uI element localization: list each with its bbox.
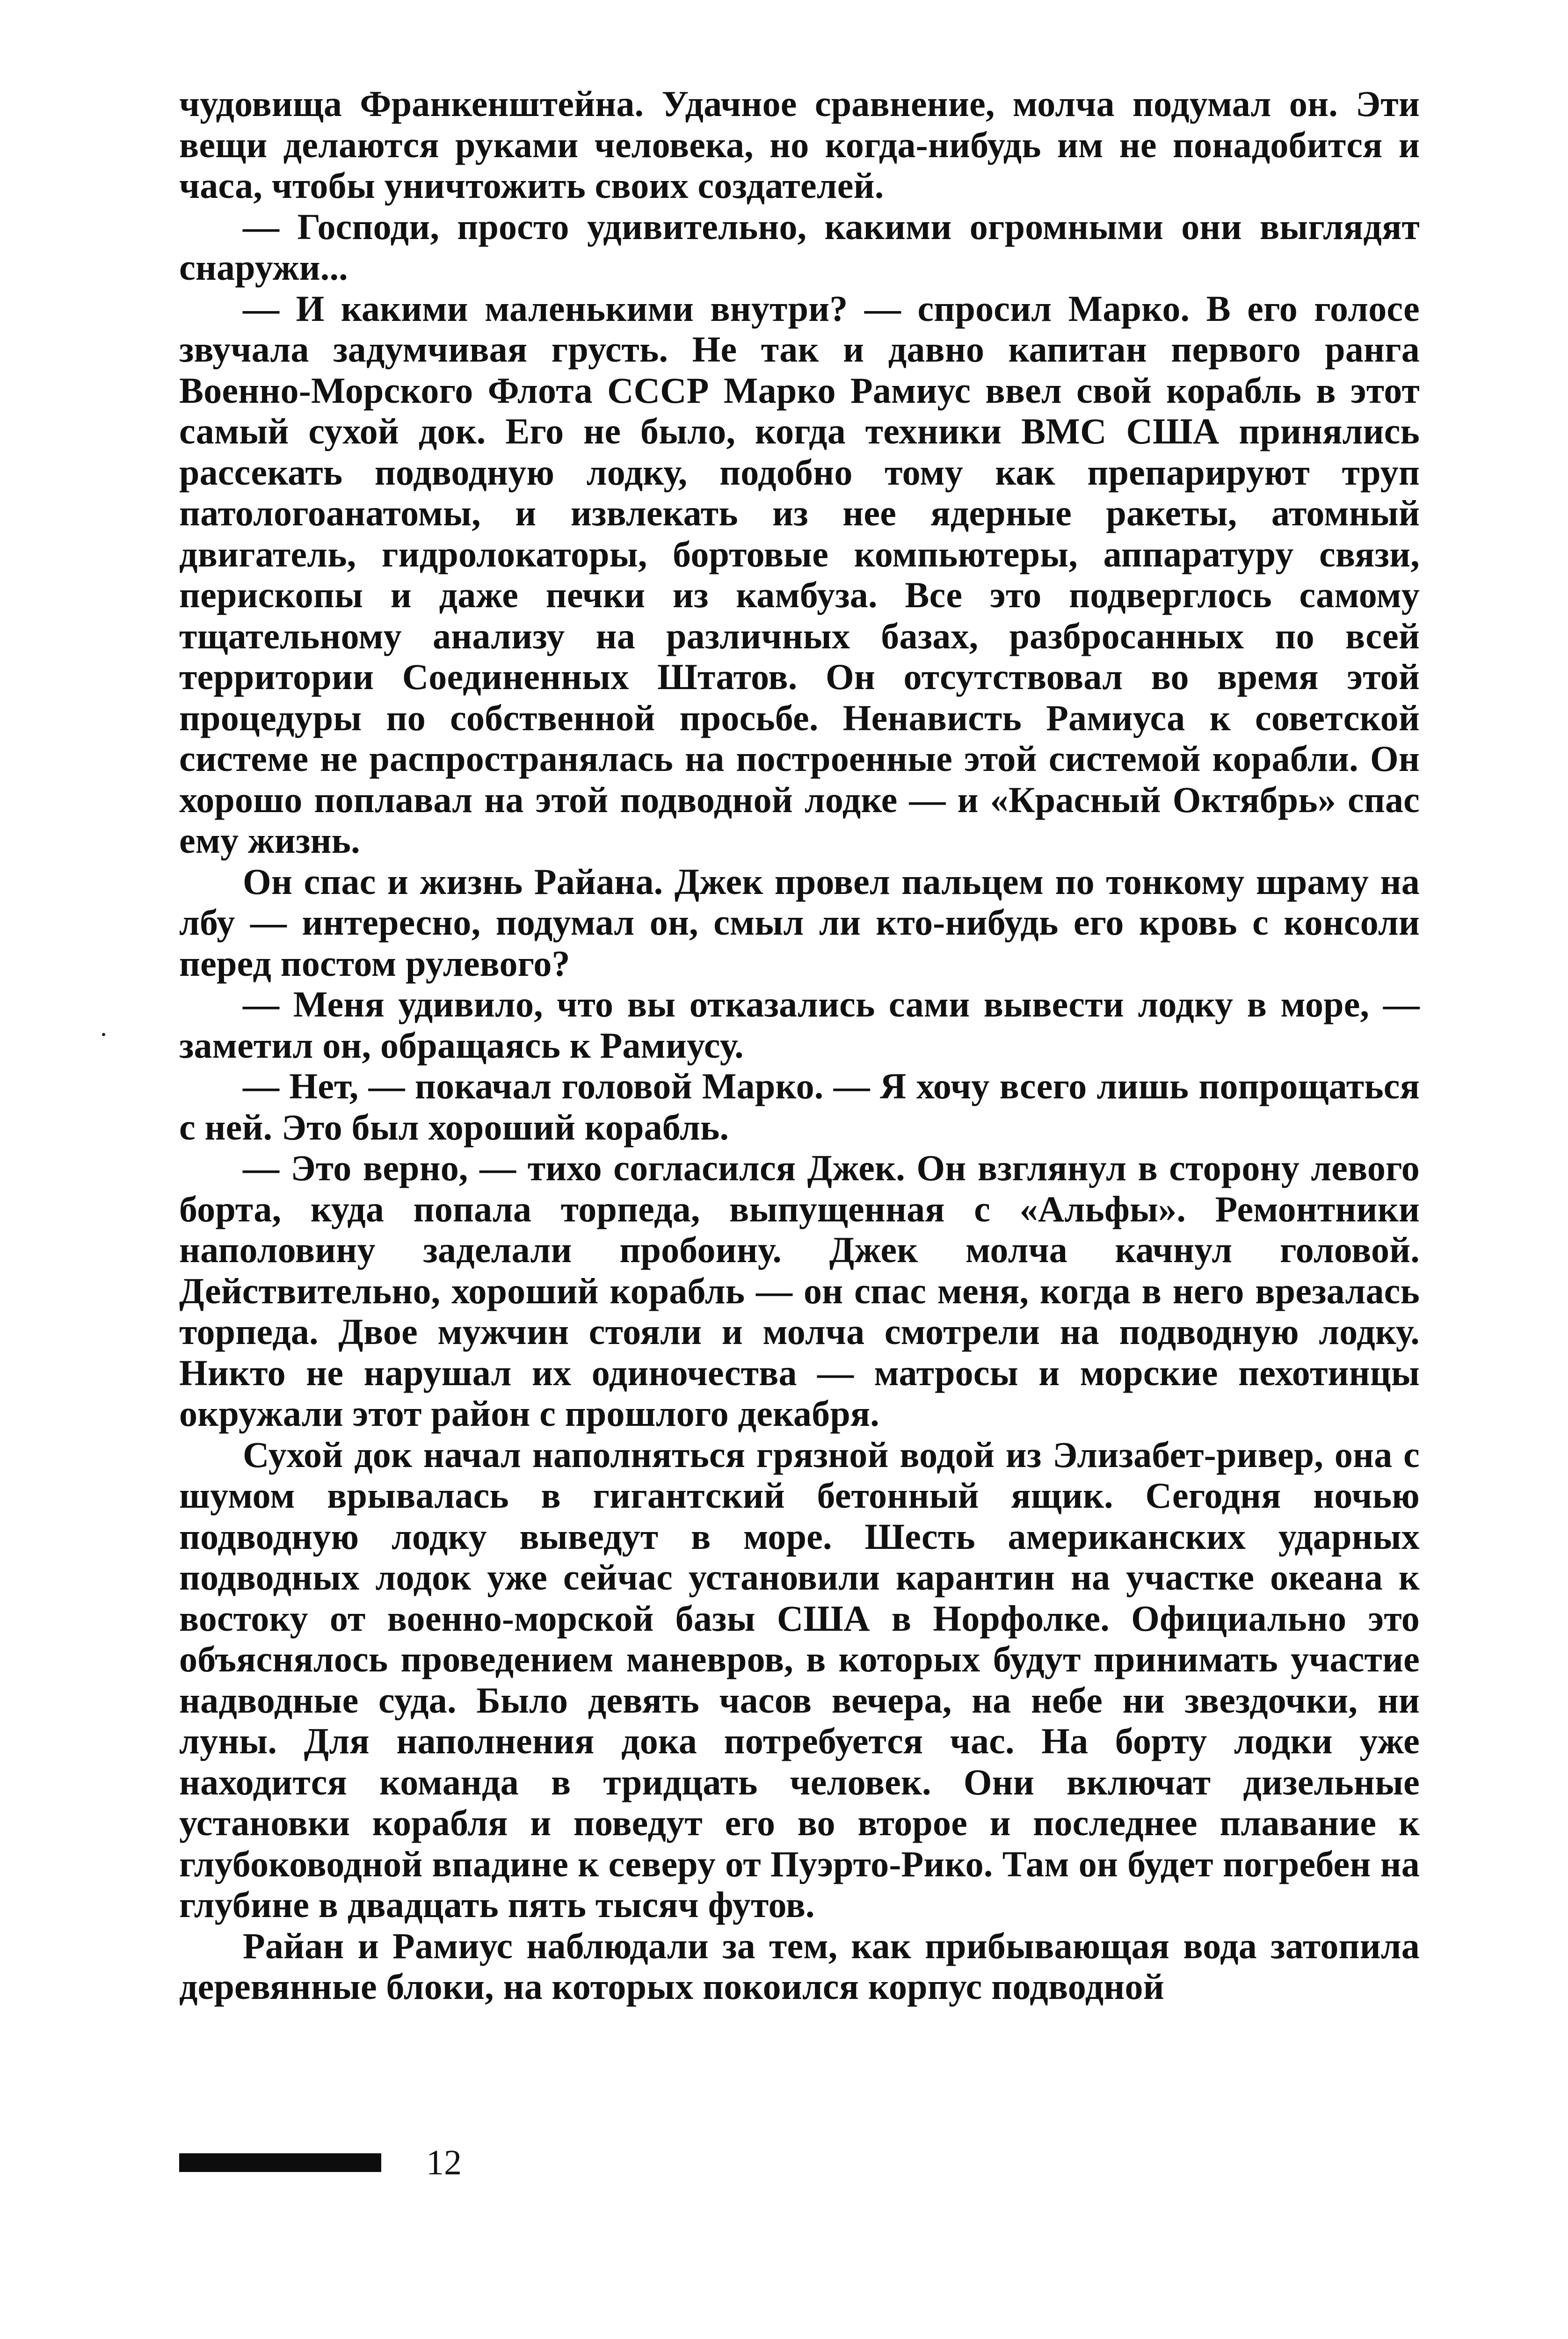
page-number: 12 xyxy=(426,2143,462,2182)
paragraph-2: — Господи, просто удивительно, какими огромными они выглядят снаружи... xyxy=(179,206,1420,288)
paragraph-4: Он спас и жизнь Райана. Джек провел пальцем по тонкому шраму на лбу — интересно, подумал он, смыл ли кто-нибудь его кровь с консоли перед постом рулевого? xyxy=(179,861,1420,984)
footer-rule xyxy=(179,2153,381,2172)
paragraph-8: Сухой док начал наполняться грязной водой из Элизабет-ривер, она с шумом врывалась в гигантский бетонный ящик. Сегодня ночью подводную лодку выведут в море. Шесть американских ударных подводных лодок уже сейчас установили карантин на участке океана к востоку от военно-морской базы США в Норфолке. Официально это объяснялось проведением маневров, в которых будут принимать участие надводные суда. Было девять часов вечера, на небе ни звездочки, ни луны. Для наполнения дока потребуется час. На борту лодки уже находится команда в тридцать человек. Они включат дизельные установки корабля и поведут его во второе и последнее плавание к глубоководной впадине к северу от Пуэрто-Рико. Там он будет погребен на глубине в двадцать пять тысяч футов. xyxy=(179,1434,1420,1925)
paragraph-9: Райан и Рамиус наблюдали за тем, как прибывающая вода затопила деревянные блоки, на которых покоился корпус подводной xyxy=(179,1925,1420,2007)
page-footer xyxy=(179,2144,462,2181)
paragraph-7: — Это верно, — тихо согласился Джек. Он взглянул в сторону левого борта, куда попала торпеда, выпущенная с «Альфы». Ремонтники наполовину заделали пробоину. Джек молча качнул головой. Действительно, хороший корабль — он спас меня, когда в него врезалась торпеда. Двое мужчин стояли и молча смотрели на подводную лодку. Никто не нарушал их одиночества — матросы и морские пехотинцы окружали этот район с прошлого декабря. xyxy=(179,1148,1420,1434)
print-speck xyxy=(102,1033,105,1036)
paragraph-3: — И какими маленькими внутри? — спросил Марко. В его голосе звучала задумчивая грусть. Не так и давно капитан первого ранга Военно-Морского Флота СССР Марко Рамиус ввел свой корабль в этот самый сухой док. Его не было, когда техники ВМС США принялись рассекать подводную лодку, подобно тому как препарируют труп патологоанатомы, и извлекать из нее ядерные ракеты, атомный двигатель, гидролокаторы, бортовые компьютеры, аппаратуру связи, перископы и даже печки из камбуза. Все это подверглось самому тщательному анализу на различных базах, разбросанных по всей территории Соединенных Штатов. Он отсутствовал во время этой процедуры по собственной просьбе. Ненависть Рамиуса к советской системе не распространялась на построенные этой системой корабли. Он хорошо поплавал на этой подводной лодке — и «Красный Октябрь» спас ему жизнь. xyxy=(179,288,1420,861)
paragraph-6: — Нет, — покачал головой Марко. — Я хочу всего лишь попрощаться с ней. Это был хороший корабль. xyxy=(179,1066,1420,1148)
paragraph-1: чудовища Франкенштейна. Удачное сравнение, молча подумал он. Эти вещи делаются руками человека, но когда-нибудь им не понадобится и часа, чтобы уничтожить своих создателей. xyxy=(179,83,1420,206)
paragraph-5: — Меня удивило, что вы отказались сами вывести лодку в море, — заметил он, обращаясь к Рамиусу. xyxy=(179,984,1420,1066)
body-text xyxy=(179,83,1420,2007)
